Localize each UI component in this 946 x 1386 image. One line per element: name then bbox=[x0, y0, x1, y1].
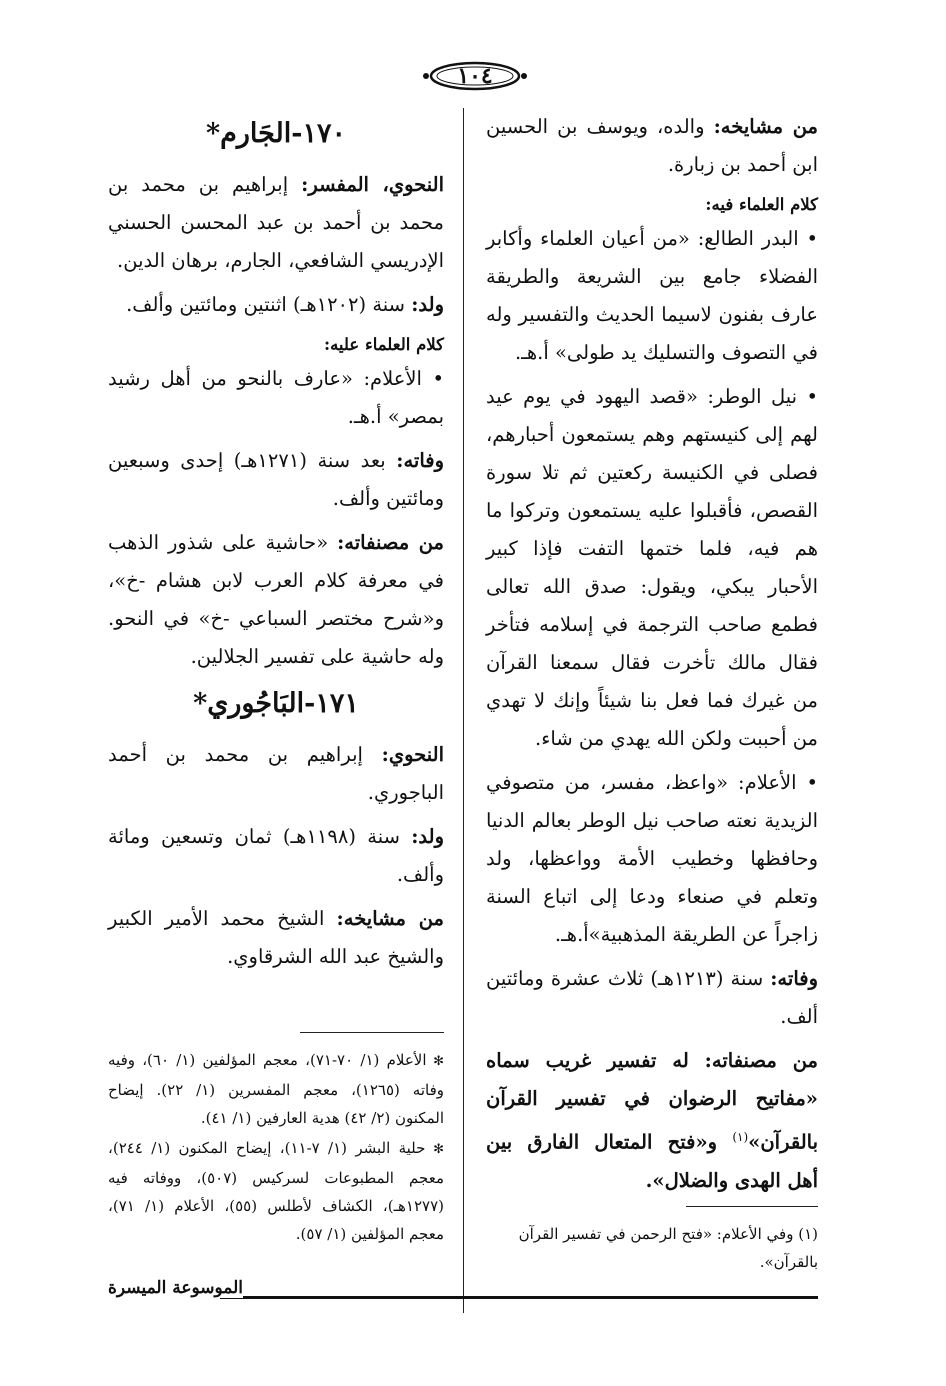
entry-171-name bbox=[108, 736, 444, 812]
text: بعد سنة (١٢٧١هـ) إحدى وسبعين ومائتين وألف. bbox=[108, 449, 444, 510]
label: ولد: bbox=[411, 293, 444, 316]
label: النحوي: bbox=[381, 743, 444, 766]
entry-170-quote: • الأعلام: «عارف بالنحو من أهل رشيد بمصر» أ.هـ. bbox=[108, 360, 444, 436]
label: من مشايخه: bbox=[336, 907, 444, 930]
footnotes-right bbox=[486, 1220, 818, 1278]
entry-171-sheikhs bbox=[108, 900, 444, 976]
right-death-paragraph bbox=[486, 960, 818, 1036]
text: والده، ويوسف بن الحسين ابن أحمد بن زبارة. bbox=[486, 115, 818, 176]
footnotes-left bbox=[108, 1046, 444, 1250]
entry-171-title: ١٧١-البَاجُوري* bbox=[193, 688, 359, 719]
entry-170-scholars-heading: كلام العلماء عليه: bbox=[324, 335, 444, 354]
publication-name: الموسوعة الميسرة bbox=[100, 1278, 243, 1298]
text: إبراهيم بن محمد بن محمد بن أحمد بن عبد المحسن الحسني الإدريسي الشافعي، الجارم، برهان الدين. bbox=[108, 173, 444, 272]
text: سنة (١١٩٨هـ) ثمان وتسعين ومائة وألف. bbox=[108, 825, 444, 886]
quote-badr-taleh: • البدر الطالع: «من أعيان العلماء وأكابر الفضلاء جامع بين الشريعة والطريقة عارف بفنون لاسيما الحديث والتفسير وله في التصوف والتسليك يد طولى» أ.هـ. bbox=[486, 220, 818, 372]
left-column bbox=[108, 108, 444, 982]
column-divider bbox=[463, 108, 464, 1313]
text: الشيخ محمد الأمير الكبير والشيخ عبد الله الشرقاوي. bbox=[108, 907, 444, 968]
entry-170-born bbox=[108, 286, 444, 324]
scholars-heading: كلام العلماء فيه: bbox=[705, 195, 818, 214]
footnote-entry-170: ✻ الأعلام (١/ ٧٠-٧١)، معجم المؤلفين (١/ ٦٠)، وفيه وفاته (١٢٦٥)، معجم المفسرين (١/ ٢٢). إيضاح المكنون (٢/ ٤٢) هدية العارفين (١/ ٤١). bbox=[108, 1046, 444, 1132]
bottom-rule bbox=[220, 1296, 818, 1299]
footnote-marker: (١) bbox=[732, 1130, 749, 1144]
entry-170-death bbox=[108, 442, 444, 518]
entry-170-name bbox=[108, 166, 444, 280]
label: من مصنفاته: bbox=[704, 1049, 818, 1072]
label: من مشايخه: bbox=[713, 115, 818, 138]
text: له تفسير غريب سماه «مفاتيح الرضوان في تفسير القرآن بالقرآن» bbox=[486, 1049, 818, 1154]
quote-nayl-alwatar: • نيل الوطر: «قصد اليهود في يوم عيد لهم إلى كنيستهم وهم يستمعون أحبارهم، فصلى في الكنيسة ركعتين ثم تلا سورة القصص، فأقبلوا عليه يستمعون وتركوا ما هم فيه، فلما ختمها التفت فإذا كبير الأحبار يبكي، ويقول: صدق الله تعالى فطمع صاحب الترجمة في إسلامه فتأخر فقال مالك تأخرت فقال سمعنا القرآن من غيرك فما فعل بنا شيئاً وإنك لا تهدي من أحببت ولكن الله يهدي من شاء. bbox=[486, 378, 818, 758]
right-column bbox=[486, 108, 818, 1206]
label: وفاته: bbox=[396, 449, 445, 472]
text: و«فتح المتعال الفارق بين أهل الهدى والضلال». bbox=[486, 1130, 818, 1192]
label: من مصنفاته: bbox=[337, 531, 445, 554]
right-works-paragraph bbox=[486, 1042, 818, 1200]
label: ولد: bbox=[411, 825, 444, 848]
footnote-1: (١) وفي الأعلام: «فتح الرحمن في تفسير القرآن بالقرآن». bbox=[518, 1225, 818, 1271]
text: سنة (١٢١٣هـ) ثلاث عشرة ومائتين ألف. bbox=[486, 967, 818, 1028]
footnote-entry-171: ✻ حلية البشر (١/ ٧-١١)، إيضاح المكنون (١/ ٢٤٤)، معجم المطبوعات لسركيس (٥٠٧)، ووفاته فيه (١٢٧٧هـ)، الكشاف لأطلس (٥٥)، الأعلام (١/ ٧١)، معجم المؤلفين (١/ ٥٧). bbox=[108, 1134, 444, 1248]
page-number: ١٠٤ bbox=[457, 63, 493, 89]
footnote-separator-left bbox=[300, 1032, 444, 1033]
label: وفاته: bbox=[770, 967, 818, 990]
right-sheikhs-paragraph bbox=[486, 108, 818, 184]
entry-171-born bbox=[108, 818, 444, 894]
entry-170-works bbox=[108, 524, 444, 676]
page-number-ornament bbox=[420, 58, 530, 94]
quote-alaalam: • الأعلام: «واعظ، مفسر، من متصوفي الزيدية نعته صاحب نيل الوطر بعالم الدنيا وحافظها وخطيب الأمة وواعظها، ولد وتعلم في صنعاء ودعا إلى اتباع السنة زاجراً عن الطريقة المذهبية»أ.هـ. bbox=[486, 764, 818, 954]
footnote-separator-right bbox=[686, 1206, 818, 1207]
label: النحوي، المفسر: bbox=[301, 173, 444, 196]
text: «حاشية على شذور الذهب في معرفة كلام العرب لابن هشام -خ»، و«شرح مختصر السباعي -خ» في النحو. وله حاشية على تفسير الجلالين. bbox=[108, 531, 444, 668]
text: سنة (١٢٠٢هـ) اثنتين ومائتين وألف. bbox=[126, 293, 412, 316]
text: إبراهيم بن محمد بن أحمد الباجوري. bbox=[108, 743, 444, 804]
entry-170-title: ١٧٠-الجَارم* bbox=[206, 118, 346, 149]
